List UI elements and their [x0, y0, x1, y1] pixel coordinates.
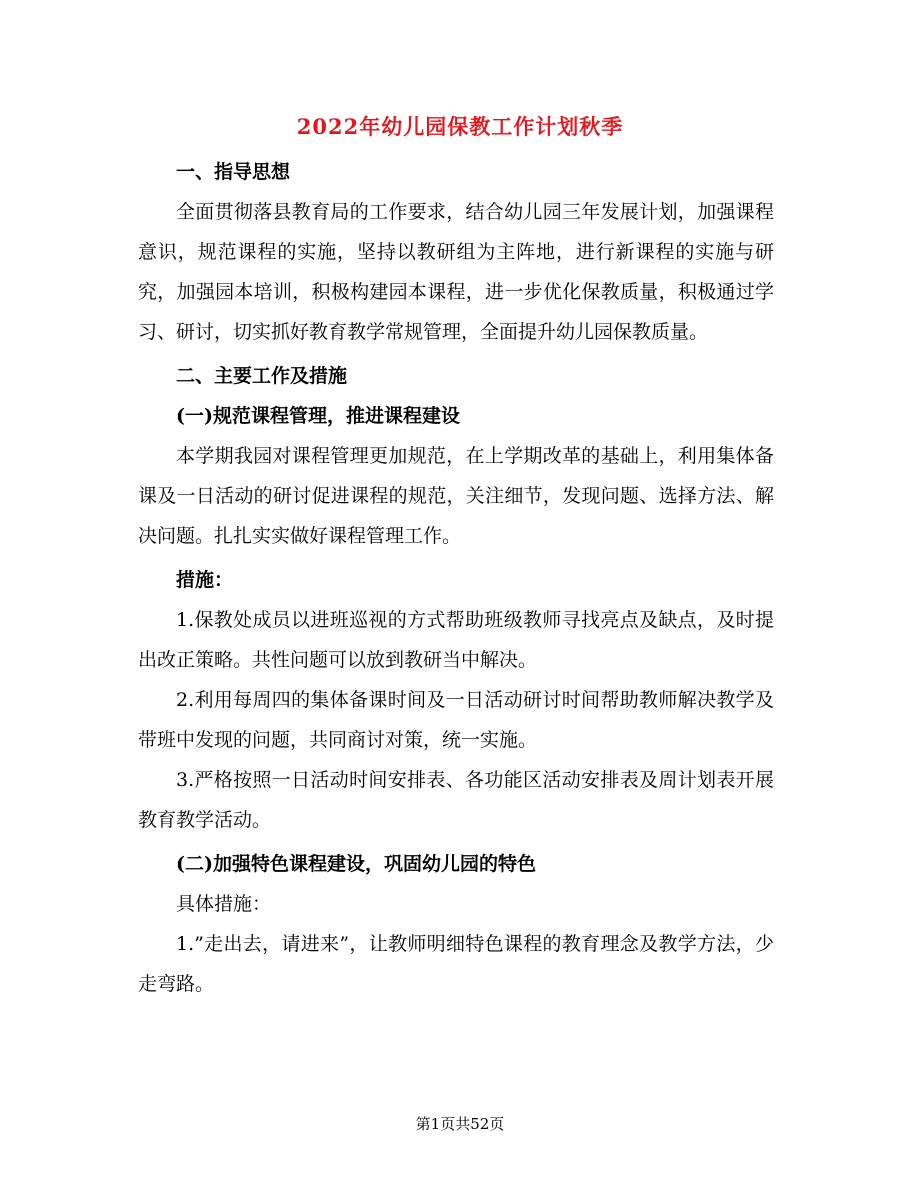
paragraph: 具体措施： [176, 893, 272, 915]
section-heading: 二、主要工作及措施 [176, 365, 348, 387]
document-title: 2022年幼儿园保教工作计划秋季 [296, 114, 624, 139]
list-item: 2.利用每周四的集体备课时间及一日活动研讨时间帮助教师解决教学及带班中发现的问题，共同商讨对策，统一实施。 [138, 689, 774, 751]
paragraph: 本学期我园对课程管理更加规范，在上学期改革的基础上，利用集体备课及一日活动的研讨促进课程的规范，关注细节，发现问题、选择方法、解决问题。扎扎实实做好课程管理工作。 [138, 445, 774, 547]
section-heading: 一、指导思想 [176, 161, 291, 183]
list-item: 1.保教处成员以进班巡视的方式帮助班级教师寻找亮点及缺点，及时提出改正策略。共性问题可以放到教研当中解决。 [138, 609, 774, 671]
measures-heading: 措施： [176, 569, 234, 591]
list-item: 1.”走出去，请进来”，让教师明细特色课程的教育理念及教学方法，少走弯路。 [138, 933, 774, 995]
subsection-heading: (一)规范课程管理，推进课程建设 [176, 405, 460, 427]
document-body [138, 152, 774, 1004]
page-footer: 第1页共52页 [415, 1115, 505, 1133]
paragraph: 全面贯彻落县教育局的工作要求，结合幼儿园三年发展计划，加强课程意识，规范课程的实施，坚持以教研组为主阵地，进行新课程的实施与研究，加强园本培训，积极构建园本课程，进一步优化保教质量，积极通过学习、研讨，切实抓好教育教学常规管理，全面提升幼儿园保教质量。 [138, 201, 774, 343]
subsection-heading: (二)加强特色课程建设，巩固幼儿园的特色 [176, 853, 536, 875]
list-item: 3.严格按照一日活动时间安排表、各功能区活动安排表及周计划表开展教育教学活动。 [138, 769, 774, 831]
